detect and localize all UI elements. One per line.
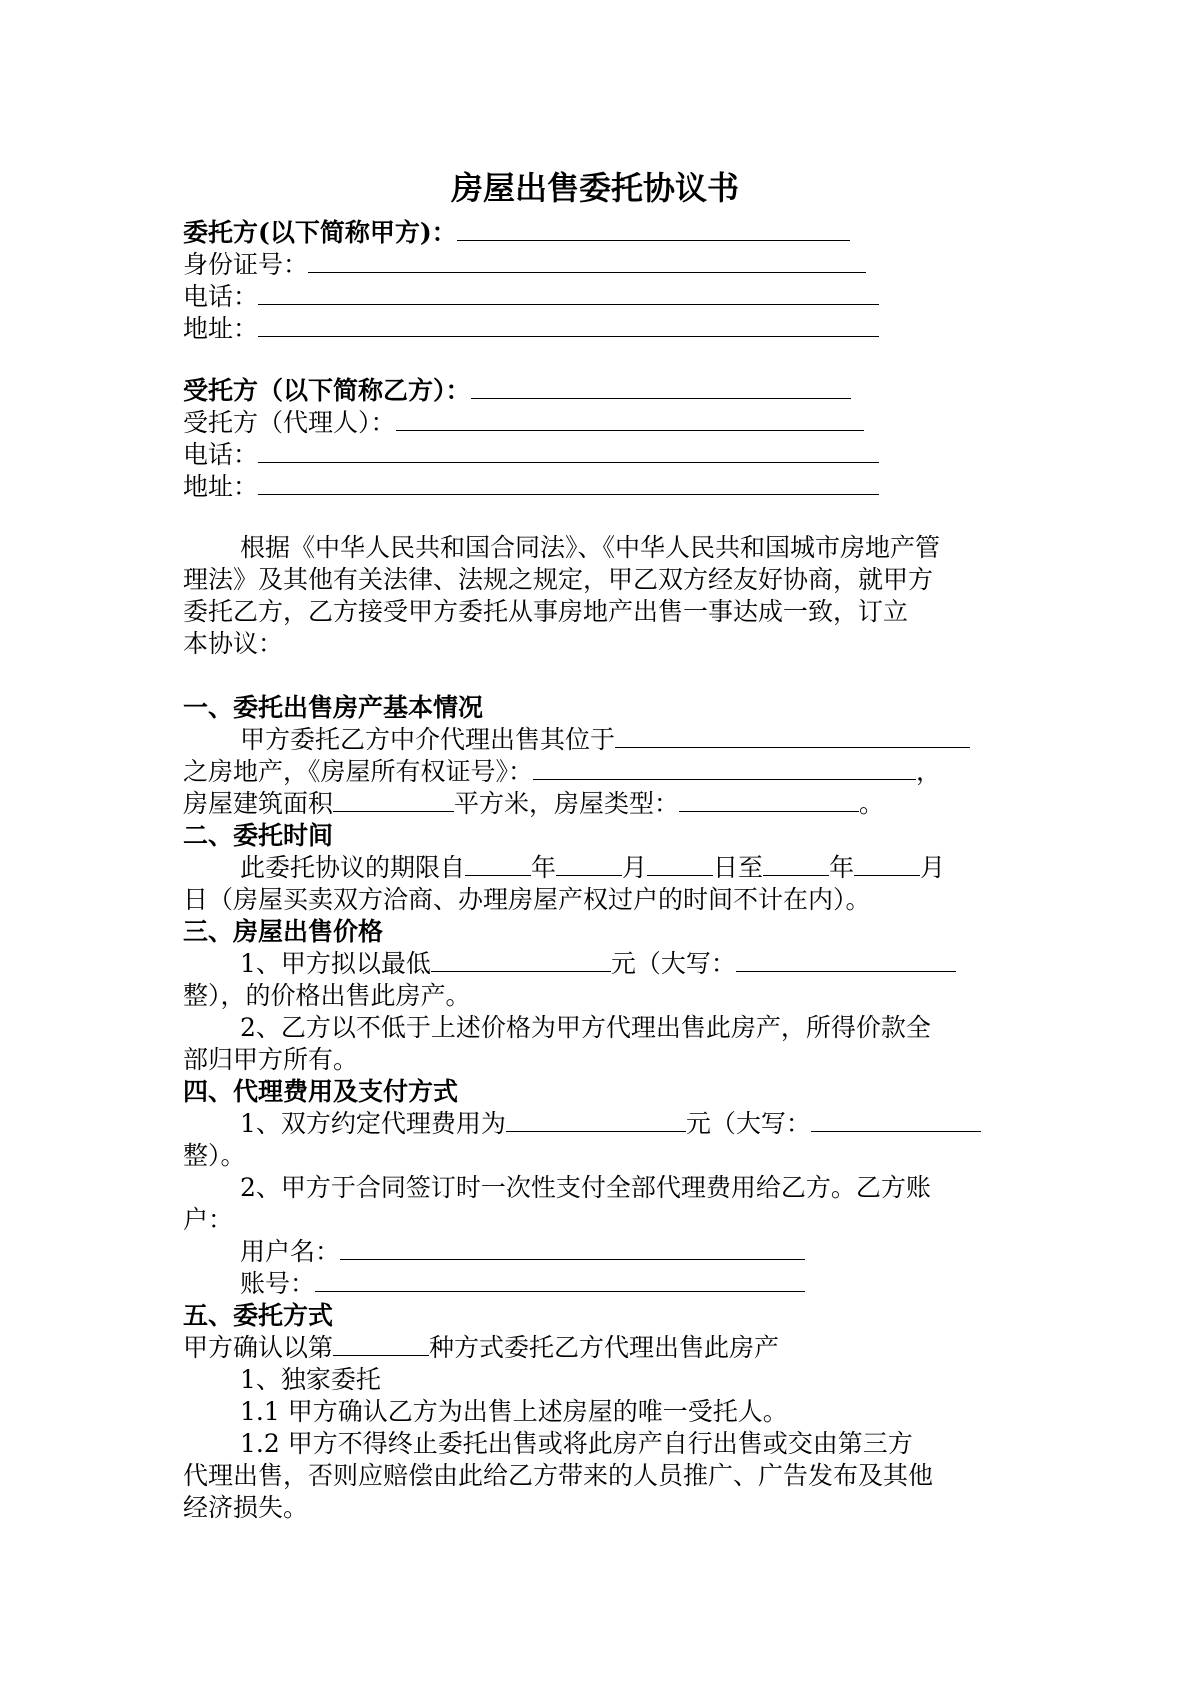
s1-certificate-blank xyxy=(533,779,916,780)
section-5-line-5: 代理出售，否则应赔偿由此给乙方带来的人员推广、广告发布及其他 xyxy=(183,1461,934,1490)
party-b-phone-label: 电话： xyxy=(183,440,259,469)
s4-username-blank xyxy=(340,1259,805,1260)
s2-end-month-blank xyxy=(854,875,920,876)
party-a-phone-line xyxy=(183,282,879,312)
s1-type-label: 平方米，房屋类型： xyxy=(454,789,680,818)
section-4-line-3: 2、甲方于合同签订时一次性支付全部代理费用给乙方。乙方账 xyxy=(240,1173,931,1202)
intro-line-4: 本协议： xyxy=(183,629,284,658)
s5-method-blank xyxy=(333,1355,429,1356)
party-b-agent-label: 受托方（代理人）： xyxy=(183,408,396,437)
section-3-line-4: 部归甲方所有。 xyxy=(183,1045,359,1074)
party-b-name-blank xyxy=(471,398,851,399)
section-3-line-2: 整），的价格出售此房产。 xyxy=(183,981,471,1010)
s3-uppercase-blank xyxy=(736,971,956,972)
party-b-agent-blank xyxy=(396,430,864,431)
party-a-address-label: 地址： xyxy=(183,314,259,343)
section-1-heading: 一、委托出售房产基本情况 xyxy=(183,693,484,722)
intro-line-2: 理法》及其他有关法律、法规之规定，甲乙双方经友好协商，就甲方 xyxy=(183,565,934,594)
section-5-line-4: 1.2 甲方不得终止委托出售或将此房产自行出售或交由第三方 xyxy=(240,1429,913,1458)
section-4-account-line xyxy=(240,1269,805,1299)
party-b-phone-line xyxy=(183,440,879,470)
page-title: 房屋出售委托协议书 xyxy=(450,169,739,207)
s4-account-blank xyxy=(315,1291,805,1292)
section-3-line-1 xyxy=(240,949,956,979)
party-b-address-line xyxy=(183,472,879,502)
section-5-heading: 五、委托方式 xyxy=(183,1301,334,1330)
s3-uppercase-label: 元（大写： xyxy=(610,949,736,978)
s3-min-price-label: 1、甲方拟以最低 xyxy=(240,949,431,978)
party-b-phone-blank xyxy=(258,462,879,463)
party-a-address-line xyxy=(183,314,879,344)
party-a-id-line xyxy=(183,250,866,280)
s2-year-label: 年 xyxy=(531,853,557,882)
section-1-line-3 xyxy=(183,789,884,819)
s4-uppercase-label: 元（大写： xyxy=(685,1109,811,1138)
s4-username-label: 用户名： xyxy=(240,1237,341,1266)
s4-account-label: 账号： xyxy=(240,1269,316,1298)
s1-location-blank xyxy=(615,747,970,748)
party-b-address-blank xyxy=(258,494,879,495)
section-4-line-2: 整）。 xyxy=(183,1141,246,1170)
s2-end-year-label: 年 xyxy=(829,853,855,882)
s4-uppercase-blank xyxy=(811,1131,981,1132)
party-a-id-label: 身份证号： xyxy=(183,250,309,279)
s4-fee-label: 1、双方约定代理费用为 xyxy=(240,1109,506,1138)
s2-end-year-blank xyxy=(763,875,829,876)
section-3-line-3: 2、乙方以不低于上述价格为甲方代理出售此房产，所得价款全 xyxy=(240,1013,931,1042)
s1-certificate-label: 之房地产，《房屋所有权证号》： xyxy=(183,757,534,786)
section-5-line-3: 1.1 甲方确认乙方为出售上述房屋的唯一受托人。 xyxy=(240,1397,788,1426)
section-2-line-2: 日（房屋买卖双方洽商、办理房屋产权过户的时间不计在内）。 xyxy=(183,885,871,914)
s1-type-blank xyxy=(679,811,859,812)
section-4-username-line xyxy=(240,1237,805,1267)
s2-end-month-label: 月 xyxy=(920,853,946,882)
section-4-line-4: 户： xyxy=(183,1205,234,1234)
s2-day-to-label: 日至 xyxy=(713,853,764,882)
party-a-name-blank xyxy=(457,240,850,241)
s4-fee-blank xyxy=(506,1131,686,1132)
section-4-heading: 四、代理费用及支付方式 xyxy=(183,1077,459,1106)
section-5-line-6: 经济损失。 xyxy=(183,1493,309,1522)
party-a-line xyxy=(183,218,850,248)
section-1-line-2 xyxy=(183,757,941,787)
section-2-heading: 二、委托时间 xyxy=(183,821,334,850)
intro-line-3: 委托乙方，乙方接受甲方委托从事房地产出售一事达成一致，订立 xyxy=(183,597,909,626)
party-a-heading: 委托方(以下简称甲方)： xyxy=(183,218,457,247)
s1-area-label: 房屋建筑面积 xyxy=(183,789,334,818)
section-3-heading: 三、房屋出售价格 xyxy=(183,917,384,946)
s2-start-year-blank xyxy=(465,875,531,876)
section-1-line-1 xyxy=(240,725,970,755)
s3-min-price-blank xyxy=(431,971,611,972)
party-a-id-blank xyxy=(308,272,866,273)
section-4-line-1 xyxy=(240,1109,981,1139)
s2-start-day-blank xyxy=(647,875,713,876)
s5-method-label: 甲方确认以第 xyxy=(183,1333,334,1362)
party-b-agent-line xyxy=(183,408,864,438)
s2-month-label: 月 xyxy=(622,853,648,882)
s2-period-label: 此委托协议的期限自 xyxy=(240,853,466,882)
party-b-heading: 受托方（以下简称乙方）： xyxy=(183,376,471,405)
party-a-phone-label: 电话： xyxy=(183,282,259,311)
party-b-address-label: 地址： xyxy=(183,472,259,501)
section-2-line-1 xyxy=(240,853,945,883)
section-5-line-1 xyxy=(183,1333,779,1363)
party-b-line xyxy=(183,376,851,406)
party-a-address-blank xyxy=(258,336,879,337)
s1-location-label: 甲方委托乙方中介代理出售其位于 xyxy=(240,725,616,754)
intro-line-1: 根据《中华人民共和国合同法》、《中华人民共和国城市房地产管 xyxy=(240,533,941,562)
party-a-phone-blank xyxy=(258,304,879,305)
s1-area-blank xyxy=(333,811,454,812)
section-5-line-2: 1、独家委托 xyxy=(240,1365,381,1394)
s1-comma: ， xyxy=(916,757,942,786)
s1-period: 。 xyxy=(859,789,885,818)
s5-method-suffix: 种方式委托乙方代理出售此房产 xyxy=(429,1333,780,1362)
s2-start-month-blank xyxy=(556,875,622,876)
